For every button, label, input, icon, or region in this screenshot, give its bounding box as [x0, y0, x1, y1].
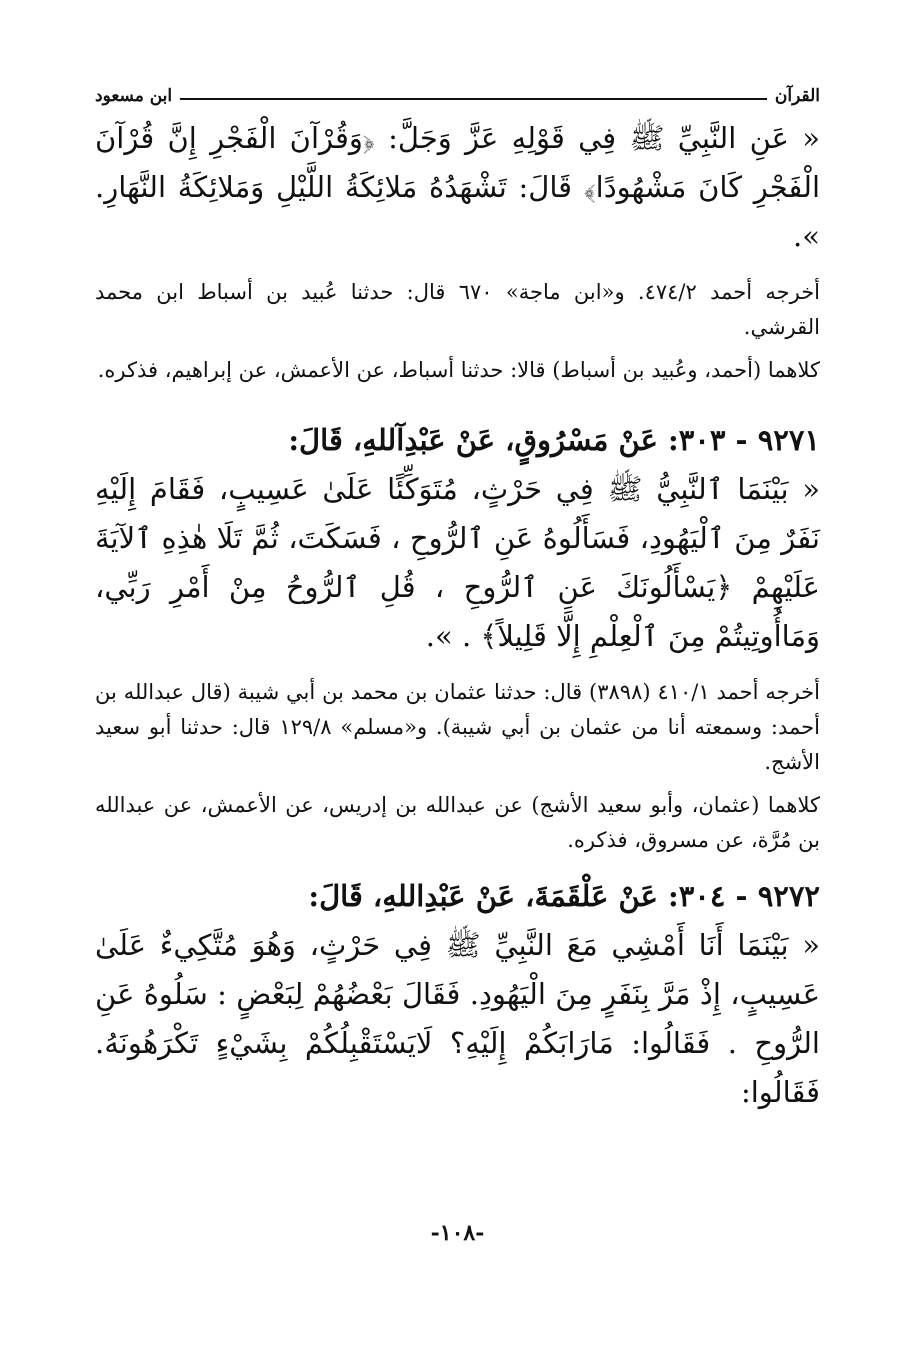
running-head-narrator: ابن مسعود	[95, 86, 173, 106]
takhrij-note: أخرجه أحمد ٤٧٤/٢. و«ابن ماجة» ٦٧٠ قال: حدثنا عُبيد بن أسباط ابن محمد القرشي.	[95, 280, 821, 339]
hadith-text-9272: « بَيْنَمَا أَنَا أَمْشِي مَعَ النَّبِيِّ ﷺ فِي حَرْثٍ، وَهُوَ مُتَّكِيءٌ عَلَىٰ عَسِيبٍ، إِذْ مَرَّ بِنَفَرٍ مِنَ الْيَهُودِ. فَقَالَ بَعْضُهُمْ لِبَعْضٍ : سَلُوهُ عَنِ الرُّوحِ . فَقَالُوا: مَارَابَكُمْ إِلَيْهِ؟ لَايَسْتَقْبِلُكُمْ بِشَيْءٍ تَكْرَهُونَهُ. فَقَالُوا:	[95, 928, 820, 1109]
page-number: -١٠٨-	[430, 1220, 485, 1246]
book-page	[95, 80, 820, 1330]
takhrij-note-9271: أخرجه أحمد ٤١٠/١ (٣٨٩٨) قال: حدثنا عثمان بن محمد بن أبي شيبة (قال عبدالله بن أحمد: وسمعته أنا من عثمان بن أبي شيبة). و«مسلم» ١٢٩/٨ قال: حدثنا أبو سعيد الأشج.	[95, 680, 820, 774]
hadith-heading-9271: ٩٢٧١ - ٣٠٣: عَنْ مَسْرُوقٍ، عَنْ عَبْدِآللهِ، قَالَ:	[288, 423, 820, 457]
running-head-chapter: القرآن	[774, 86, 820, 106]
isnad-note-9271: كلاهما (عثمان، وأبو سعيد الأشج) عن عبدالله بن إدريس، عن الأعمش، عن عبدالله بن مُرَّة، عن مسروق، فذكره.	[95, 793, 820, 852]
hadith-text-continued: « عَنِ النَّبِيِّ ﷺ فِي قَوْلِهِ عَزَّ وَجَلَّ: ﴿وَقُرْآنَ الْفَجْرِ إِنَّ قُرْآنَ الْفَجْرِ كَانَ مَشْهُودًا﴾ قَالَ: تَشْهَدُهُ مَلائِكَةُ اللَّيْلِ وَمَلائِكَةُ النَّهَارِ. ».	[95, 121, 820, 253]
running-head-rule	[180, 98, 767, 100]
running-head	[95, 80, 820, 112]
hadith-text-9271: « بَيْنَمَا ٱلنَّبِيُّ ﷺ فِي حَرْثٍ، مُتَوَكِّئًا عَلَىٰ عَسِيبٍ، فَقَامَ إِلَيْهِ نَفَرٌ مِنَ ٱلْيَهُودِ، فَسَأَلُوهُ عَنِ ٱلرُّوحِ ، فَسَكَتَ، ثُمَّ تَلَا هٰذِهِ ٱلآيَةَ عَلَيْهِمْ ﴿يَسْأَلُونَكَ عَنِ ٱلرُّوحِ ، قُلِ ٱلرُّوحُ مِنْ أَمْرِ رَبِّي، وَمَاأُوتِيتُمْ مِنَ ٱلْعِلْمِ إِلَّا قَلِيلاً﴾ . ».	[95, 472, 820, 653]
isnad-note: كلاهما (أحمد، وعُبيد بن أسباط) قالا: حدثنا أسباط، عن الأعمش، عن إبراهيم، فذكره.	[97, 358, 820, 382]
hadith-heading-9272: ٩٢٧٢ - ٣٠٤: عَنْ عَلْقَمَةَ، عَنْ عَبْدِاللهِ، قَالَ:	[308, 879, 820, 913]
